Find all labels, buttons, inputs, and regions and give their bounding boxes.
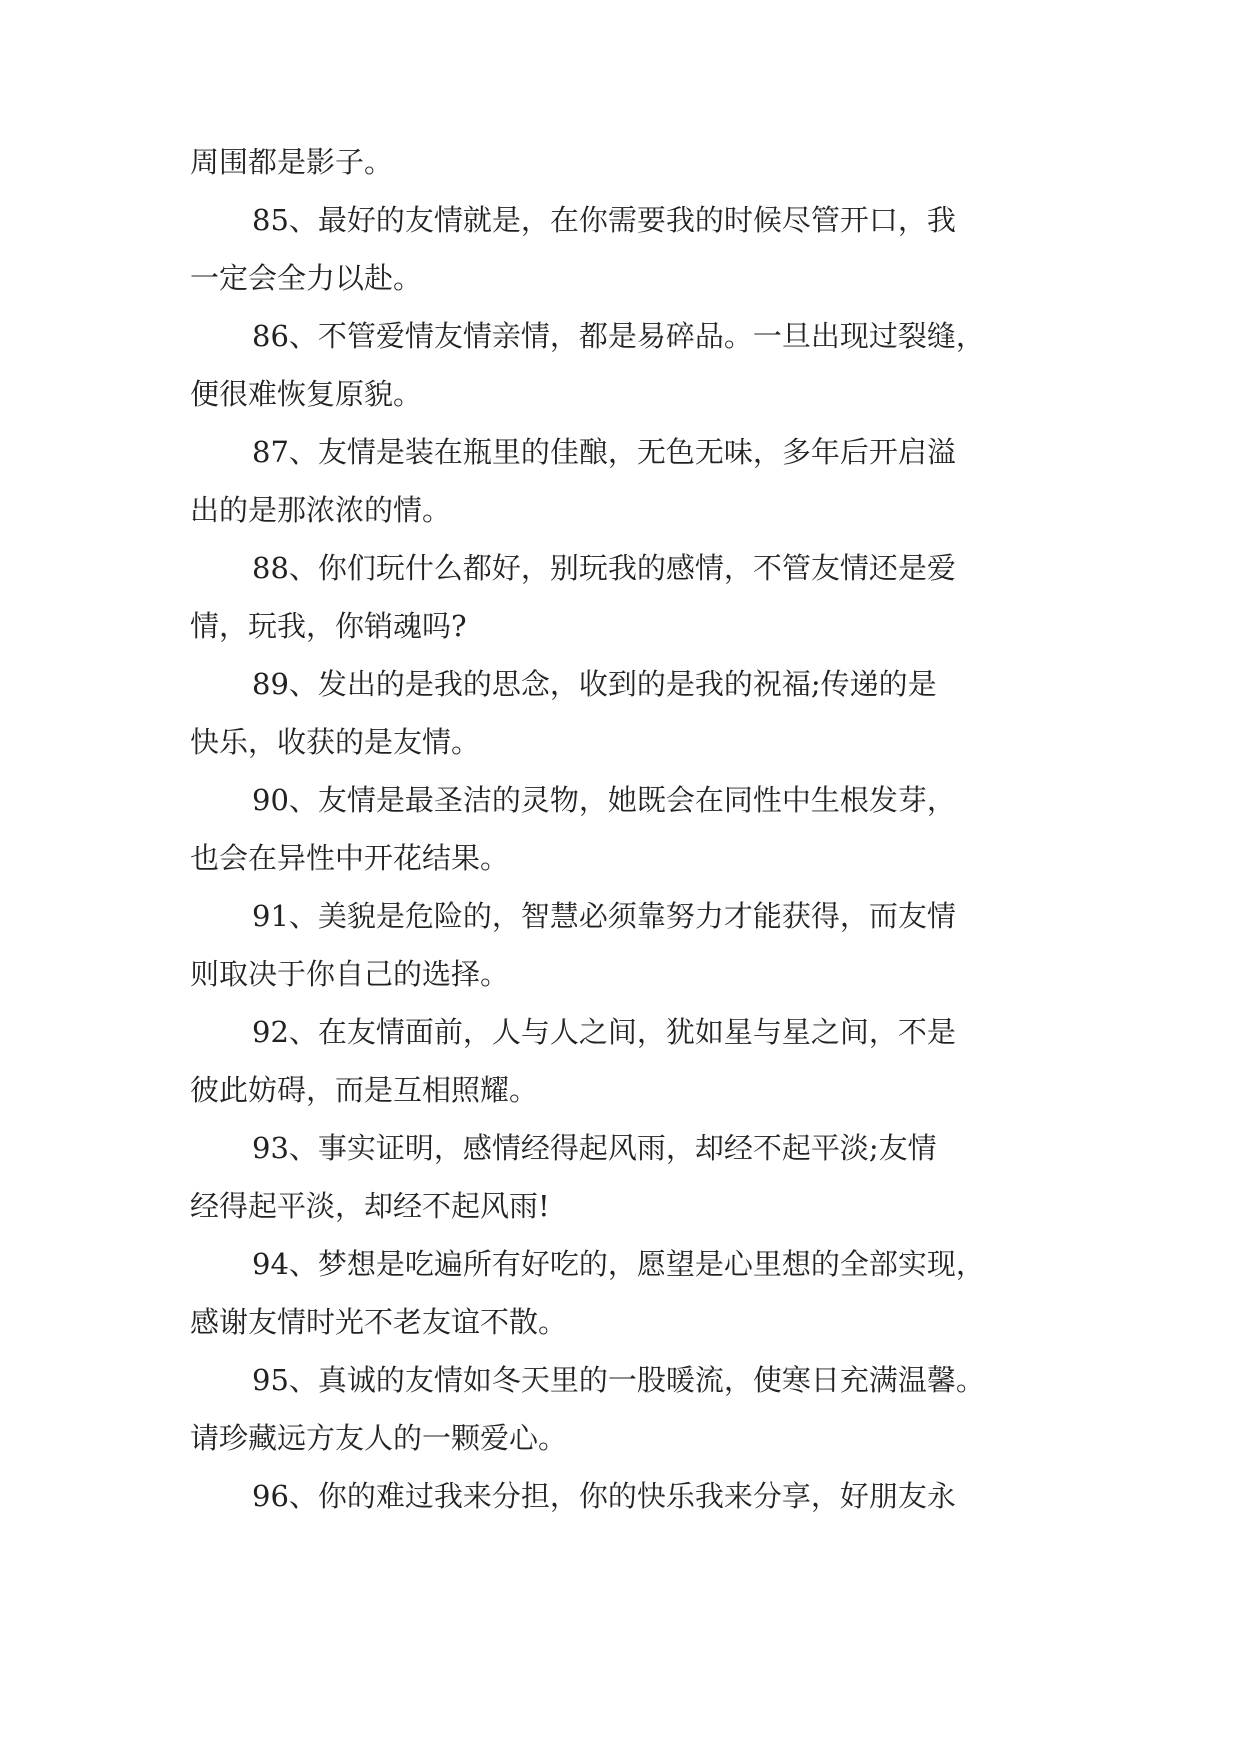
text-line: 90、友情是最圣洁的灵物，她既会在同性中生根发芽， [252, 783, 956, 817]
text-line: 快乐，收获的是友情。 [190, 725, 481, 759]
text-line: 便很难恢复原貌。 [190, 377, 423, 411]
text-line: 85、最好的友情就是，在你需要我的时候尽管开口，我 [252, 203, 956, 237]
text-line: 86、不管爱情友情亲情，都是易碎品。一旦出现过裂缝， [252, 319, 985, 353]
text-line: 91、美貌是危险的，智慧必须靠努力才能获得，而友情 [252, 899, 956, 933]
text-line: 一定会全力以赴。 [190, 261, 423, 295]
text-line: 经得起平淡，却经不起风雨! [190, 1189, 550, 1223]
text-line: 88、你们玩什么都好，别玩我的感情，不管友情还是爱 [252, 551, 956, 585]
text-line: 92、在友情面前，人与人之间，犹如星与星之间，不是 [252, 1015, 956, 1049]
text-line: 则取决于你自己的选择。 [190, 957, 510, 991]
text-line: 87、友情是装在瓶里的佳酿，无色无味，多年后开启溢 [252, 435, 956, 469]
text-line: 彼此妨碍，而是互相照耀。 [190, 1073, 539, 1107]
text-line: 96、你的难过我来分担，你的快乐我来分享，好朋友永 [252, 1479, 956, 1513]
text-line: 请珍藏远方友人的一颗爱心。 [190, 1421, 568, 1455]
text-line: 93、事实证明，感情经得起风雨，却经不起平淡;友情 [252, 1131, 937, 1165]
text-line: 也会在异性中开花结果。 [190, 841, 510, 875]
text-line: 周围都是影子。 [190, 145, 394, 179]
text-line: 出的是那浓浓的情。 [190, 493, 452, 527]
text-line: 感谢友情时光不老友谊不散。 [190, 1305, 568, 1339]
text-line: 95、真诚的友情如冬天里的一股暖流，使寒日充满温馨。 [252, 1363, 985, 1397]
text-line: 94、梦想是吃遍所有好吃的，愿望是心里想的全部实现， [252, 1247, 985, 1281]
text-line: 情，玩我，你销魂吗? [190, 609, 467, 643]
text-line: 89、发出的是我的思念，收到的是我的祝福;传递的是 [252, 667, 937, 701]
